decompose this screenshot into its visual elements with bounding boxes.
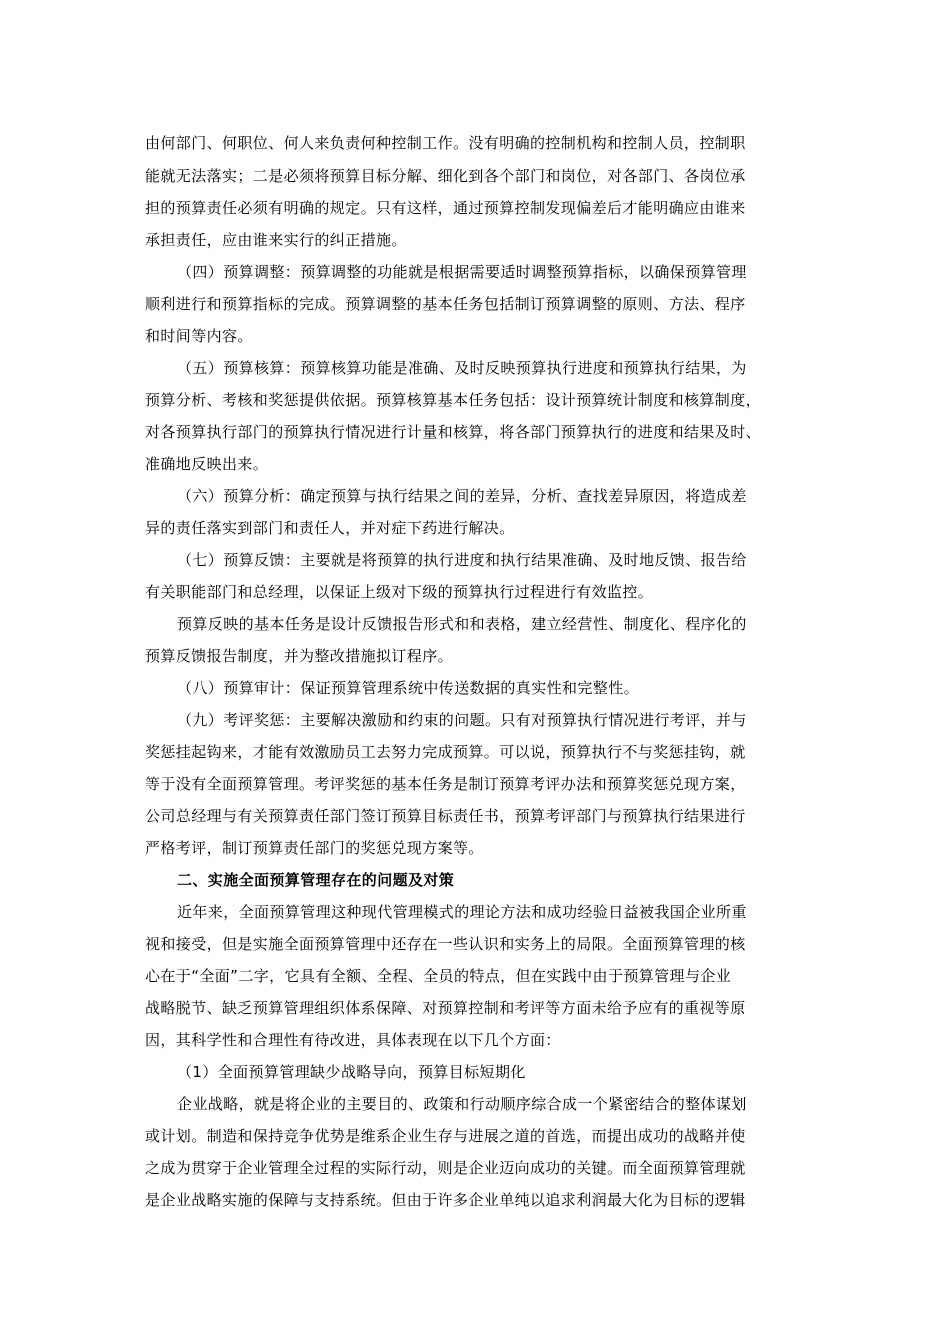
text-line: 顺利进行和预算指标的完成。预算调整的基本任务包括制订预算调整的原则、方法、程序 xyxy=(145,295,746,313)
text-line: 严格考评，制订预算责任部门的奖惩兑现方案等。 xyxy=(145,839,484,857)
text-line: （八）预算审计：保证预算管理系统中传送数据的真实性和完整性。 xyxy=(177,679,640,697)
text-line: 预算分析、考核和奖惩提供依据。预算核算基本任务包括：设计预算统计制度和核算制度， xyxy=(145,391,762,409)
text-line: （四）预算调整：预算调整的功能就是根据需要适时调整预算指标，以确保预算管理 xyxy=(177,263,747,281)
subsection-heading: （1）全面预算管理缺少战略导向，预算目标短期化 xyxy=(177,1063,526,1081)
text-line: 近年来，全面预算管理这种现代管理模式的理论方法和成功经验日益被我国企业所重 xyxy=(177,903,747,921)
text-line: 准确地反映出来。 xyxy=(145,455,269,473)
text-line: 或计划。制造和保持竞争优势是维系企业生存与进展之道的首选，而提出成功的战略并使 xyxy=(145,1127,746,1145)
text-line: （六）预算分析：确定预算与执行结果之间的差异，分析、查找差异原因，将造成差 xyxy=(177,487,747,505)
text-line: 公司总经理与有关预算责任部门签订预算目标责任书，预算考评部门与预算执行结果进行 xyxy=(145,807,746,825)
text-line: 之成为贯穿于企业管理全过程的实际行动，则是企业迈向成功的关键。而全面预算管理就 xyxy=(145,1159,746,1177)
text-line: 等于没有全面预算管理。考评奖惩的基本任务是制订预算考评办法和预算奖惩兑现方案， xyxy=(145,775,746,793)
text-line: （五）预算核算：预算核算功能是准确、及时反映预算执行进度和预算执行结果，为 xyxy=(177,359,747,377)
text-line: 企业战略，就是将企业的主要目的、政策和行动顺序综合成一个紧密结合的整体谋划 xyxy=(177,1095,747,1113)
text-line: 因，其科学性和合理性有待改进，具体表现在以下几个方面： xyxy=(145,1031,561,1049)
text-line: 承担责任，应由谁来实行的纠正措施。 xyxy=(145,231,407,249)
text-line: 担的预算责任必须有明确的规定。只有这样，通过预算控制发现偏差后才能明确应由谁来 xyxy=(145,199,746,217)
text-line: （七）预算反馈：主要就是将预算的执行进度和执行结果准确、及时地反馈、报告给 xyxy=(177,551,747,569)
text-line: 预算反馈报告制度，并为整改措施拟订程序。 xyxy=(145,647,454,665)
text-line: 奖惩挂起钩来，才能有效激励员工去努力完成预算。可以说，预算执行不与奖惩挂钩，就 xyxy=(145,743,746,761)
text-line: 异的责任落实到部门和责任人，并对症下药进行解决。 xyxy=(145,519,515,537)
text-line: 有关职能部门和总经理，以保证上级对下级的预算执行过程进行有效监控。 xyxy=(145,583,654,601)
text-line: 和时间等内容。 xyxy=(145,327,253,345)
text-line: 是企业战略实施的保障与支持系统。但由于许多企业单纯以追求利润最大化为目标的逻辑 xyxy=(145,1191,746,1209)
text-line: 能就无法落实；二是必须将预算目标分解、细化到各个部门和岗位，对各部门、各岗位承 xyxy=(145,167,746,185)
text-line: （九）考评奖惩：主要解决激励和约束的问题。只有对预算执行情况进行考评，并与 xyxy=(177,711,747,729)
text-line: 视和接受，但是实施全面预算管理中还存在一些认识和实务上的局限。全面预算管理的核 xyxy=(145,935,746,953)
text-line: 战略脱节、缺乏预算管理组织体系保障、对预算控制和考评等方面未给予应有的重视等原 xyxy=(145,999,746,1017)
text-line: 心在于“全面”二字，它具有全额、全程、全员的特点，但在实践中由于预算管理与企业 xyxy=(145,967,732,985)
text-line: 对各预算执行部门的预算执行情况进行计量和核算，将各部门预算执行的进度和结果及时、 xyxy=(145,423,762,441)
text-line: 预算反映的基本任务是设计反馈报告形式和和表格，建立经营性、制度化、程序化的 xyxy=(177,615,747,633)
section-heading: 二、实施全面预算管理存在的问题及对策 xyxy=(177,871,455,889)
text-line: 由何部门、何职位、何人来负责何种控制工作。没有明确的控制机构和控制人员，控制职 xyxy=(145,134,746,152)
